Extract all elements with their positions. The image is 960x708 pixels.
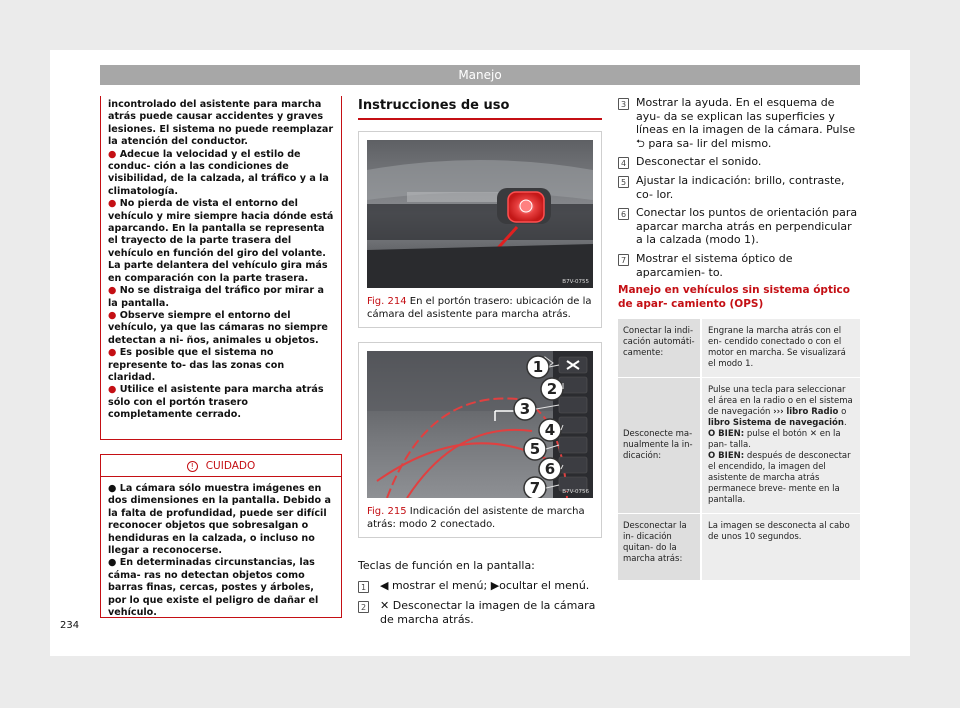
table-row	[618, 319, 860, 378]
callout-3: 3	[519, 400, 531, 418]
table-row	[618, 378, 860, 514]
caution-bullet: ● La cámara sólo muestra imágenes en dos dimensiones en la pantalla. Debido a la falta de profundidad, puede ser difícil reconocer objetos que sobresalgan o hendiduras en la calzada, o incluso no llegar a reconocerse.	[108, 483, 331, 557]
key-item-7: 7 Mostrar el sistema óptico de aparcamien- to.	[618, 252, 860, 279]
caution-title: CUIDADO	[205, 460, 256, 472]
ops-table	[618, 319, 860, 581]
middle-column	[358, 96, 602, 627]
ref-link-navigation[interactable]: libro Sistema de navegación	[708, 418, 844, 429]
tailgate-camera-image	[367, 140, 593, 288]
x-close-icon: ✕	[380, 599, 390, 612]
page-number: 234	[60, 620, 80, 631]
caution-header	[101, 455, 341, 477]
key-item-5: 5 Ajustar la indicación: brillo, contraste, co- lor.	[618, 174, 860, 201]
table-cell-description: Engrane la marcha atrás con el en- cendido conectado o con el motor en marcha. Se visualizará el modo 1.	[700, 319, 860, 377]
caution-body	[101, 477, 341, 625]
callout-4: 4	[544, 421, 556, 439]
figure-code: B7V-0755	[562, 279, 589, 285]
item-number: 6	[618, 208, 629, 220]
triangle-left-icon: ◀	[380, 579, 389, 592]
ops-title: Manejo en vehículos sin sistema óptico de apar- camiento (OPS)	[618, 284, 850, 310]
figure-caption: Fig. 214 En el portón trasero: ubicación de la cámara del asistente para marcha atrás.	[367, 296, 592, 320]
section-title: Instrucciones de uso	[358, 96, 602, 120]
keys-title: Teclas de función en la pantalla:	[358, 559, 535, 572]
right-column	[618, 96, 860, 581]
left-column	[100, 96, 342, 618]
figure-214	[358, 131, 602, 328]
warning-intro: incontrolado del asistente para marcha atrás puede causar accidentes y graves lesiones. El sistema no puede reemplazar la atención del conductor.	[108, 99, 334, 148]
warning-bullet: ● No pierda de vista el entorno del vehículo y mire siempre hacia dónde está aparcando. En la pantalla se representa el trayecto de la parte trasera del vehículo en función del giro del volante. La parte delantera del vehículo gira más en comparación con la parte trasera.	[108, 198, 334, 284]
rear-camera-display-image	[367, 351, 593, 498]
table-row	[618, 514, 860, 581]
key-item-3: 3 Mostrar la ayuda. En el esquema de ayu- da se explican las superficies y líneas en la imagen de la cámara. Pulse ⮌ para sa- lir del mismo.	[618, 96, 860, 150]
ref-link-radio[interactable]: libro Radio	[786, 407, 839, 418]
callout-5: 5	[529, 440, 541, 458]
link-arrow: ›››	[773, 407, 784, 418]
figure-caption: Fig. 215 Indicación del asistente de marcha atrás: modo 2 conectado.	[367, 506, 585, 530]
triangle-right-icon: ▶	[490, 579, 500, 592]
callout-1: 1	[532, 358, 544, 376]
key-item-2: 2 ✕ Desconectar la imagen de la cámara de marcha atrás.	[358, 599, 602, 627]
item-number: 7	[618, 254, 629, 266]
figure-215	[358, 342, 602, 538]
warning-bullet: ● Observe siempre el entorno del vehículo, ya que las cámaras no siempre detectan a ni- ños, animales u objetos.	[108, 309, 328, 346]
warning-bullet: ● Utilice el asistente para marcha atrás sólo con el portón trasero completamente cerrado.	[108, 384, 324, 421]
back-arrow-icon: ⮌	[636, 136, 645, 150]
key-item-6: 6 Conectar los puntos de orientación para aparcar marcha atrás en perpendicular a la calzada (modo 1).	[618, 206, 860, 247]
key-item-4: 4 Desconectar el sonido.	[618, 155, 860, 169]
table-cell-action: Conectar la indi- cación automáti- camente:	[618, 319, 700, 377]
item-number: 3	[618, 98, 629, 110]
item-number: 1	[358, 581, 369, 593]
item-number: 5	[618, 176, 629, 188]
caution-icon: !	[187, 461, 198, 472]
callout-7: 7	[529, 479, 541, 497]
warning-bullet: ● Adecue la velocidad y el estilo de conduc- ción a las condiciones de visibilidad, de la calzada, al tráfico y a la climatología.	[108, 148, 329, 197]
table-cell-description: Pulse una tecla para seleccionar el área en la radio o en el sistema de navegación ››› libro Radio o libro Sistema de navegación. O BIEN: pulse el botón ✕ en la pan- talla. O BIEN: después de desconectar el encendido, la imagen del asistente de marcha atrás permanece breve- mente en la pantalla.	[700, 378, 860, 513]
key-item-1: 1 ◀ mostrar el menú; ▶ocultar el menú.	[358, 579, 602, 593]
caution-box	[100, 454, 342, 618]
warning-box	[100, 96, 342, 440]
item-number: 2	[358, 601, 369, 613]
warning-bullet: ● No se distraiga del tráfico por mirar a la pantalla.	[108, 285, 324, 309]
page-header: Manejo	[100, 65, 860, 85]
item-number: 4	[618, 157, 629, 169]
table-cell-action: Desconecte ma- nualmente la in- dicación:	[618, 378, 700, 513]
table-cell-action: Desconectar la in- dicación quitan- do la marcha atrás:	[618, 514, 700, 580]
figure-code: B7V-0756	[562, 489, 589, 495]
warning-bullet: ● Es posible que el sistema no represente to- das las zonas con claridad.	[108, 347, 285, 383]
caution-bullet: ● En determinadas circunstancias, las cáma- ras no detectan objetos como barras finas, cercas, postes y árboles, por lo que existe el peligro de dañar el vehículo.	[108, 557, 319, 619]
callout-6: 6	[544, 460, 556, 478]
table-cell-description: La imagen se desconecta al cabo de unos 10 segundos.	[700, 514, 860, 580]
x-close-icon: ✕	[809, 429, 818, 440]
callout-2: 2	[546, 380, 558, 398]
